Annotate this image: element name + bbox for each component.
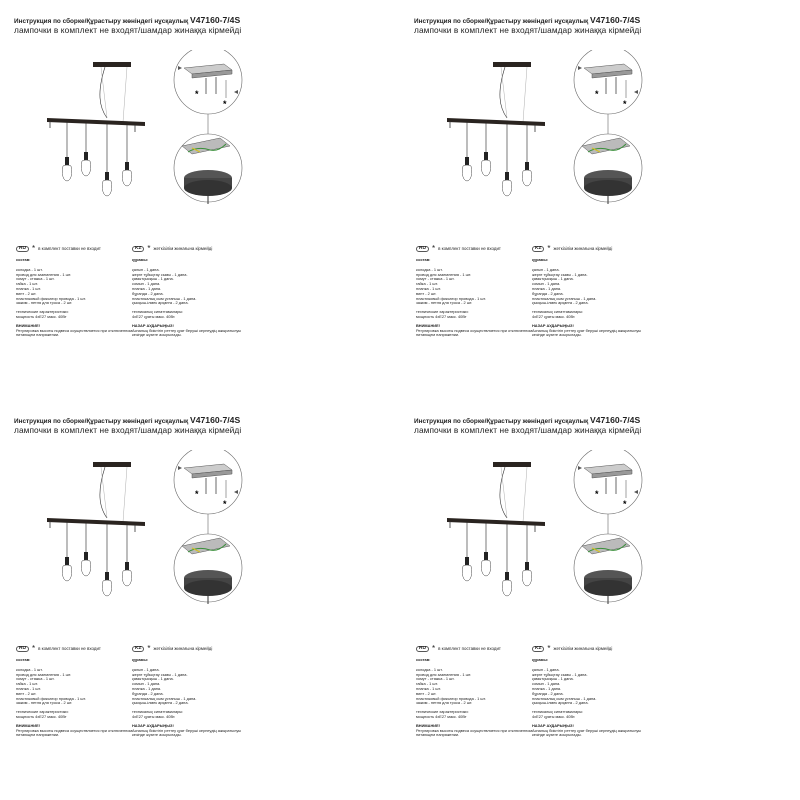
bulb-2	[481, 123, 491, 176]
bulb-2	[481, 523, 491, 576]
instruction-sheet	[400, 0, 800, 400]
warning-title: ВНИМАНИЕ!	[416, 722, 440, 728]
support-cable	[123, 467, 127, 522]
not-included-star: *	[623, 499, 627, 509]
warning-title: НАЗАР АУДАРЫҢЫЗ!	[132, 322, 174, 328]
legend-kz	[532, 645, 612, 653]
list-item: хомут - стяжка - 1 шт.	[416, 276, 455, 282]
list-item: бұранда - 2 дана.	[532, 690, 564, 696]
title-prefix: Инструкция по сборке/Құрастыру жөніндегі нұсқаулық	[14, 18, 189, 25]
legend-kz	[132, 245, 212, 253]
bulb-3	[102, 124, 112, 196]
list-item: сомын - 1 дана.	[132, 281, 161, 287]
list-item: қалып - 1 дана.	[532, 666, 560, 672]
power-cord	[500, 67, 507, 118]
kz-column	[132, 658, 252, 738]
list-item: қысқыш-ілмек арқанға - 2 дана.	[132, 300, 189, 306]
bulb-4	[122, 525, 132, 586]
canopy-wiring-detail	[174, 134, 242, 204]
list-item: колодка - 1 шт.	[416, 666, 443, 672]
list-item: хомут - стяжка - 1 шт.	[16, 276, 55, 282]
mounting-bracket-detail	[574, 450, 642, 514]
support-cable	[523, 467, 527, 522]
contents-label: состав:	[416, 257, 431, 262]
ceiling-canopy	[493, 62, 531, 67]
support-cable	[501, 467, 507, 518]
lamp-bar	[47, 518, 145, 526]
title-prefix: Инструкция по сборке/Құрастыру жөніндегі нұсқаулық	[14, 418, 189, 425]
not-included-star: *	[223, 99, 227, 109]
instruction-sheet	[0, 400, 400, 800]
title-line	[414, 16, 714, 25]
ru-column	[16, 258, 136, 338]
warning-title: НАЗАР АУДАРЫҢЫЗ!	[532, 322, 574, 328]
list-item: гайка - 1 шт.	[416, 681, 438, 687]
not-included-star: *	[595, 89, 599, 99]
lamp-bar	[47, 118, 145, 126]
list-item: пластиковый фиксатор провода - 1 шт.	[416, 695, 486, 701]
bulb-4	[122, 125, 132, 186]
legend-text: жеткізілім жинағына кірмейді	[153, 646, 213, 652]
tech-value: 4хЕ27 қуаты макс. 40Вт.	[532, 713, 576, 719]
list-item: сомын - 1 дана.	[132, 681, 161, 687]
list-item: қамытқысқыш - 1 дана.	[532, 676, 574, 682]
ru-badge: RU	[416, 646, 429, 653]
list-item: планка - 1 шт.	[416, 685, 441, 691]
kz-badge: KZ	[532, 646, 544, 653]
list-item: гайка - 1 шт.	[16, 681, 38, 687]
bulb-2	[81, 523, 91, 576]
legend-ru	[416, 645, 501, 653]
legend-text: жеткізілім жинағына кірмейді	[553, 246, 613, 252]
list-item: зажим - петля для троса - 2 шт.	[416, 700, 473, 706]
list-item: провод для заземления - 1 шт.	[16, 271, 72, 277]
tech-value: 4хЕ27 қуаты макс. 40Вт.	[132, 713, 176, 719]
list-item: пластикалық сым ұстағыш - 1 дана.	[132, 295, 197, 301]
tech-label: технические характеристики:	[16, 709, 69, 715]
legend-text: в комплект поставки не входит	[438, 646, 501, 652]
list-item: винт - 2 шт.	[416, 290, 437, 296]
power-cord	[500, 467, 507, 518]
instruction-sheet	[400, 400, 800, 800]
bulb-4	[522, 525, 532, 586]
list-item: пластикалық сым ұстағыш - 1 дана.	[132, 695, 197, 701]
assembly-diagrams	[168, 450, 248, 610]
star-icon: *	[147, 244, 151, 253]
list-item: бұранда - 2 дана.	[132, 290, 164, 296]
warning-title: ВНИМАНИЕ!	[416, 322, 440, 328]
mounting-bracket-detail	[174, 50, 242, 114]
list-item: винт - 2 шт.	[16, 690, 37, 696]
bulbs-note: лампочки в комплект не входят/шамдар жинаққа кірмейді	[14, 425, 242, 435]
bulbs-note: лампочки в комплект не входят/шамдар жинаққа кірмейді	[414, 25, 642, 35]
list-item: планка - 1 шт.	[416, 285, 441, 291]
title-prefix: Инструкция по сборке/Құрастыру жөніндегі нұсқаулық	[414, 18, 589, 25]
bulb-1	[62, 122, 72, 181]
warning-text: Регулировка высоты подвеса осуществляется при отключенном питающем напряжении.	[16, 327, 133, 338]
ru-badge: RU	[416, 246, 429, 253]
list-item: қысқыш-ілмек арқанға - 2 дана.	[532, 700, 589, 706]
legend-ru	[416, 245, 501, 253]
legend-text: жеткізілім жинағына кірмейді	[153, 246, 213, 252]
list-item: қысқыш-ілмек арқанға - 2 дана.	[532, 300, 589, 306]
list-item: провод для заземления - 1 шт.	[16, 671, 72, 677]
list-item: жерге тұйықтау сымы - 1 дана.	[532, 271, 588, 277]
bulb-1	[462, 122, 472, 181]
bulb-3	[502, 124, 512, 196]
list-item: қамытқысқыш - 1 дана.	[132, 276, 174, 282]
bulb-3	[102, 524, 112, 596]
bulb-3	[502, 524, 512, 596]
tech-value: мощность 4хЕ27 макс. 40Вт	[416, 713, 467, 719]
bulb-1	[462, 522, 472, 581]
list-item: хомут - стяжка - 1 шт.	[16, 676, 55, 682]
list-item: провод для заземления - 1 шт.	[416, 671, 472, 677]
power-cord	[100, 67, 107, 118]
ceiling-canopy	[493, 462, 531, 467]
list-item: гайка - 1 шт.	[16, 281, 38, 287]
warning-text: Аспалың биіктігін реттеу қуат беруші кернеудің ажыратылуы кезінде жүзеге асырылады.	[532, 727, 642, 738]
list-item: сомын - 1 дана.	[532, 281, 561, 287]
list-item: жерге тұйықтау сымы - 1 дана.	[532, 671, 588, 677]
tech-value: мощность 4хЕ27 макс. 40Вт	[16, 313, 67, 319]
tech-label: техникалық сипаттамалары:	[532, 309, 584, 315]
list-item: зажим - петля для троса - 2 шт.	[16, 300, 73, 306]
list-item: пластиковый фиксатор провода - 1 шт.	[16, 695, 86, 701]
mounting-bracket-detail	[174, 450, 242, 514]
list-item: пластиковый фиксатор провода - 1 шт.	[416, 295, 486, 301]
list-item: қысқыш-ілмек арқанға - 2 дана.	[132, 700, 189, 706]
star-icon: *	[31, 244, 36, 253]
ru-badge: RU	[16, 646, 29, 653]
kz-badge: KZ	[132, 646, 144, 653]
star-icon: *	[547, 244, 551, 253]
tech-label: техникалық сипаттамалары:	[132, 709, 184, 715]
model-number: V47160-7/4S	[190, 415, 241, 425]
warning-text: Регулировка высоты подвеса осуществляется при отключенном питающем напряжении.	[416, 727, 533, 738]
tech-label: техникалық сипаттамалары:	[132, 309, 184, 315]
warning-title: НАЗАР АУДАРЫҢЫЗ!	[132, 722, 174, 728]
list-item: сомын - 1 дана.	[532, 681, 561, 687]
warning-title: ВНИМАНИЕ!	[16, 322, 40, 328]
list-item: планка - 1 дана.	[132, 285, 162, 291]
legend-kz	[532, 245, 612, 253]
support-cable	[101, 67, 107, 118]
legend-text: в комплект поставки не входит	[38, 646, 101, 652]
ru-badge: RU	[16, 246, 29, 253]
legend-text: жеткізілім жинағына кірмейді	[553, 646, 613, 652]
kz-column	[132, 258, 252, 338]
list-item: хомут - стяжка - 1 шт.	[416, 676, 455, 682]
warning-text: Регулировка высоты подвеса осуществляется при отключенном питающем напряжении.	[16, 727, 133, 738]
bulb-4	[522, 125, 532, 186]
pendant-lamp-illustration	[445, 452, 545, 612]
warning-text: Аспалың биіктігін реттеу қуат беруші кернеудің ажыратылуы кезінде жүзеге асырылады.	[532, 327, 642, 338]
list-item: бұранда - 2 дана.	[532, 290, 564, 296]
list-item: колодка - 1 шт.	[16, 266, 43, 272]
kz-badge: KZ	[132, 246, 144, 253]
list-item: гайка - 1 шт.	[416, 281, 438, 287]
ru-column	[16, 658, 136, 738]
contents-label: құрамы:	[532, 257, 549, 262]
not-included-star: *	[195, 489, 199, 499]
list-item: қалып - 1 дана.	[132, 666, 160, 672]
list-item: винт - 2 шт.	[16, 290, 37, 296]
support-cable	[523, 67, 527, 122]
list-item: бұранда - 2 дана.	[132, 690, 164, 696]
assembly-diagrams	[568, 50, 648, 210]
not-included-star: *	[195, 89, 199, 99]
list-item: пластикалық сым ұстағыш - 1 дана.	[532, 695, 597, 701]
contents-label: состав:	[16, 657, 31, 662]
not-included-star: *	[595, 489, 599, 499]
bulb-1	[62, 522, 72, 581]
list-item: планка - 1 дана.	[132, 685, 162, 691]
title-line	[14, 16, 314, 25]
kz-column	[532, 258, 652, 338]
tech-value: мощность 4хЕ27 макс. 40Вт	[16, 713, 67, 719]
support-cable	[101, 467, 107, 518]
warning-text: Аспалың биіктігін реттеу қуат беруші кернеудің ажыратылуы кезінде жүзеге асырылады.	[132, 727, 242, 738]
list-item: колодка - 1 шт.	[16, 666, 43, 672]
list-item: қалып - 1 дана.	[532, 266, 560, 272]
ceiling-canopy	[93, 62, 131, 67]
contents-label: құрамы:	[532, 657, 549, 662]
list-item: қамытқысқыш - 1 дана.	[532, 276, 574, 282]
legend-ru	[16, 645, 101, 653]
list-item: пластикалық сым ұстағыш - 1 дана.	[532, 295, 597, 301]
star-icon: *	[431, 644, 436, 653]
lamp-bar	[447, 518, 545, 526]
model-number: V47160-7/4S	[590, 15, 641, 25]
list-item: планка - 1 шт.	[16, 685, 41, 691]
assembly-diagrams	[568, 450, 648, 610]
list-item: планка - 1 дана.	[532, 685, 562, 691]
warning-title: ВНИМАНИЕ!	[16, 722, 40, 728]
power-cord	[100, 467, 107, 518]
tech-value: 4хЕ27 қуаты макс. 40Вт.	[532, 313, 576, 319]
tech-label: техникалық сипаттамалары:	[532, 709, 584, 715]
contents-label: состав:	[416, 657, 431, 662]
contents-label: құрамы:	[132, 257, 149, 262]
pendant-lamp-illustration	[445, 52, 545, 212]
title-prefix: Инструкция по сборке/Құрастыру жөніндегі нұсқаулық	[414, 418, 589, 425]
mounting-bracket-detail	[574, 50, 642, 114]
instruction-sheet	[0, 0, 400, 400]
tech-label: технические характеристики:	[416, 709, 469, 715]
ru-column	[416, 658, 536, 738]
model-number: V47160-7/4S	[590, 415, 641, 425]
not-included-star: *	[623, 99, 627, 109]
list-item: қалып - 1 дана.	[132, 266, 160, 272]
canopy-wiring-detail	[574, 134, 642, 204]
title-line	[414, 416, 714, 425]
lamp-bar	[447, 118, 545, 126]
legend-ru	[16, 245, 101, 253]
kz-badge: KZ	[532, 246, 544, 253]
star-icon: *	[31, 644, 36, 653]
kz-column	[532, 658, 652, 738]
list-item: планка - 1 шт.	[16, 285, 41, 291]
tech-label: технические характеристики:	[416, 309, 469, 315]
star-icon: *	[547, 644, 551, 653]
list-item: винт - 2 шт.	[416, 690, 437, 696]
warning-title: НАЗАР АУДАРЫҢЫЗ!	[532, 722, 574, 728]
warning-text: Регулировка высоты подвеса осуществляется при отключенном питающем напряжении.	[416, 327, 533, 338]
pendant-lamp-illustration	[45, 52, 145, 212]
list-item: пластиковый фиксатор провода - 1 шт.	[16, 295, 86, 301]
pendant-lamp-illustration	[45, 452, 145, 612]
tech-value: мощность 4хЕ27 макс. 40Вт	[416, 313, 467, 319]
title-line	[14, 416, 314, 425]
list-item: провод для заземления - 1 шт.	[416, 271, 472, 277]
support-cable	[501, 67, 507, 118]
tech-label: технические характеристики:	[16, 309, 69, 315]
canopy-wiring-detail	[174, 534, 242, 604]
list-item: зажим - петля для троса - 2 шт.	[416, 300, 473, 306]
star-icon: *	[147, 644, 151, 653]
tech-value: 4хЕ27 қуаты макс. 40Вт.	[132, 313, 176, 319]
not-included-star: *	[223, 499, 227, 509]
bulbs-note: лампочки в комплект не входят/шамдар жинаққа кірмейді	[14, 25, 242, 35]
star-icon: *	[431, 244, 436, 253]
model-number: V47160-7/4S	[190, 15, 241, 25]
list-item: жерге тұйықтау сымы - 1 дана.	[132, 271, 188, 277]
warning-text: Аспалың биіктігін реттеу қуат беруші кернеудің ажыратылуы кезінде жүзеге асырылады.	[132, 327, 242, 338]
list-item: зажим - петля для троса - 2 шт.	[16, 700, 73, 706]
list-item: қамытқысқыш - 1 дана.	[132, 676, 174, 682]
bulbs-note: лампочки в комплект не входят/шамдар жинаққа кірмейді	[414, 425, 642, 435]
list-item: колодка - 1 шт.	[416, 266, 443, 272]
legend-text: в комплект поставки не входит	[438, 246, 501, 252]
legend-kz	[132, 645, 212, 653]
legend-text: в комплект поставки не входит	[38, 246, 101, 252]
ru-column	[416, 258, 536, 338]
contents-label: состав:	[16, 257, 31, 262]
support-cable	[123, 67, 127, 122]
contents-label: құрамы:	[132, 657, 149, 662]
list-item: жерге тұйықтау сымы - 1 дана.	[132, 671, 188, 677]
bulb-2	[81, 123, 91, 176]
ceiling-canopy	[93, 462, 131, 467]
canopy-wiring-detail	[574, 534, 642, 604]
list-item: планка - 1 дана.	[532, 285, 562, 291]
assembly-diagrams	[168, 50, 248, 210]
